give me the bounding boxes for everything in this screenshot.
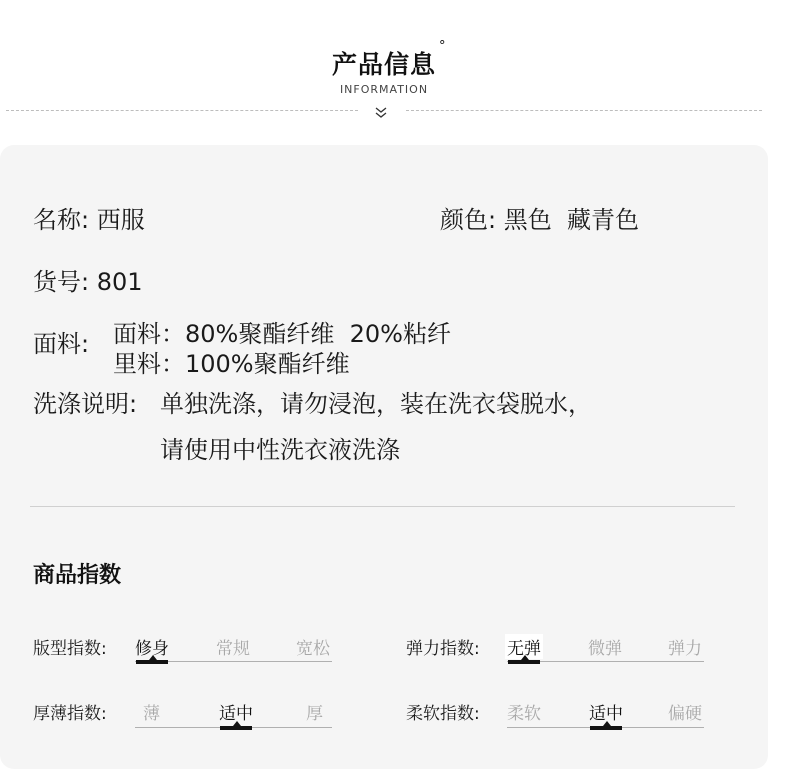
color-value: 黑色 藏青色 bbox=[503, 206, 639, 234]
section-divider bbox=[30, 506, 735, 507]
wash-line-2: 请使用中性洗衣液洗涤 bbox=[160, 436, 400, 464]
color-row bbox=[440, 200, 639, 235]
item-number-row bbox=[33, 262, 143, 297]
title-text: 产品信息 bbox=[331, 50, 436, 79]
name-value: 西服 bbox=[96, 206, 145, 234]
softness-index-label: 柔软指数: bbox=[406, 704, 480, 724]
section-header bbox=[0, 0, 790, 140]
fabric-lining: 里料：100%聚酯纤维 bbox=[113, 350, 350, 378]
thickness-option-medium: 适中 bbox=[219, 704, 253, 724]
fit-index-label: 版型指数: bbox=[33, 639, 107, 659]
elastic-option-stretch: 弹力 bbox=[668, 639, 702, 659]
softness-option-stiff: 偏硬 bbox=[668, 704, 702, 724]
fit-option-loose: 宽松 bbox=[296, 639, 330, 659]
color-label: 颜色: bbox=[440, 206, 497, 234]
name-label: 名称: bbox=[33, 206, 90, 234]
page-title bbox=[0, 39, 768, 81]
softness-option-soft: 柔软 bbox=[507, 704, 541, 724]
elastic-option-slight: 微弹 bbox=[588, 639, 622, 659]
elastic-option-none: 无弹 bbox=[505, 634, 543, 659]
name-row bbox=[33, 200, 145, 235]
softness-index-marker bbox=[590, 726, 622, 730]
elastic-index-label: 弹力指数: bbox=[406, 639, 480, 659]
wash-label: 洗涤说明: bbox=[33, 390, 138, 418]
fit-index-marker bbox=[136, 660, 168, 664]
fit-option-regular: 常规 bbox=[216, 639, 250, 659]
degree-mark: ° bbox=[439, 39, 447, 54]
fabric-label: 面料: bbox=[33, 330, 90, 358]
item-label: 货号: bbox=[33, 268, 90, 296]
item-value: 801 bbox=[96, 268, 143, 296]
elastic-index-marker bbox=[508, 660, 540, 664]
dotted-divider-left bbox=[6, 110, 358, 111]
thickness-option-thin: 薄 bbox=[143, 704, 160, 724]
softness-option-medium: 适中 bbox=[589, 704, 623, 724]
wash-line-1: 单独洗涤，请勿浸泡，装在洗衣袋脱水， bbox=[160, 390, 592, 418]
dotted-divider-right bbox=[406, 110, 762, 111]
fabric-outer: 面料：80%聚酯纤维 20%粘纤 bbox=[113, 320, 451, 348]
thickness-option-thick: 厚 bbox=[306, 704, 323, 724]
indices-title: 商品指数 bbox=[33, 563, 122, 588]
page-subtitle: INFORMATION bbox=[339, 83, 429, 96]
thickness-index-label: 厚薄指数: bbox=[33, 704, 107, 724]
double-chevron-down-icon bbox=[374, 106, 388, 120]
thickness-index-marker bbox=[220, 726, 252, 730]
fit-option-slim: 修身 bbox=[135, 639, 169, 659]
